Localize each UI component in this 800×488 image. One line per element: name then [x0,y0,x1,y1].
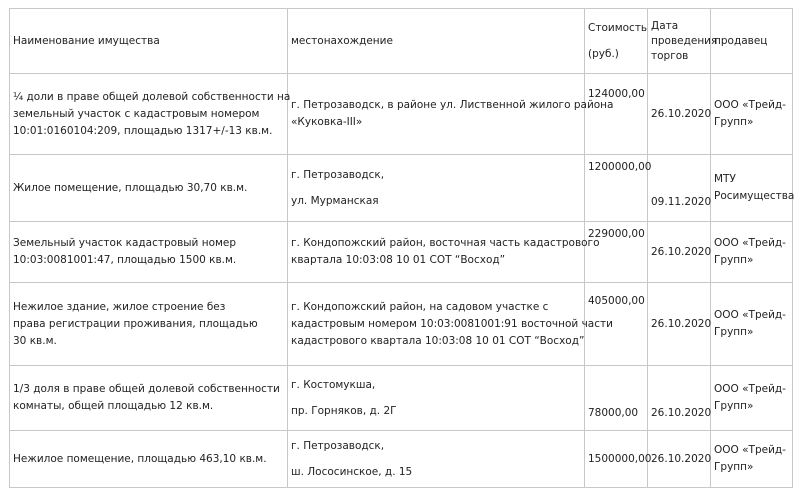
table-row [10,222,793,283]
row-seller: ООО «Трейд- Групп» [711,222,793,283]
row-price: 405000,00 [585,283,648,366]
row-name: 1/3 доля в праве общей долевой собственности комнаты, общей площадью 12 кв.м. [10,366,288,431]
row-date: 26.10.2020 [648,431,711,488]
header-seller: продавец [711,9,793,74]
table-row [10,155,793,222]
table-row [10,431,793,488]
row-price: 229000,00 [585,222,648,283]
header-name: Наименование имущества [10,9,288,74]
row-seller: ООО «Трейд- Групп» [711,74,793,155]
row-location: г. Петрозаводск, ш. Лососинское, д. 15 [288,431,585,488]
header-location: местонахождение [288,9,585,74]
row-name: Жилое помещение, площадью 30,70 кв.м. [10,155,288,222]
header-price: Стоимость (руб.) [585,9,648,74]
table-row [10,74,793,155]
row-price: 78000,00 [585,366,648,431]
row-date: 26.10.2020 [648,283,711,366]
row-name: Земельный участок кадастровый номер 10:03:0081001:47, площадью 1500 кв.м. [10,222,288,283]
row-price: 124000,00 [585,74,648,155]
row-date: 26.10.2020 [648,366,711,431]
row-date: 09.11.2020 [648,155,711,222]
property-table [9,8,793,488]
row-location: г. Петрозаводск, в районе ул. Лиственной жилого района «Куковка-III» [288,74,585,155]
table-header-row [10,9,793,74]
row-seller: ООО «Трейд- Групп» [711,366,793,431]
table-row [10,283,793,366]
row-location: г. Кондопожский район, на садовом участке с кадастровым номером 10:03:0081001:91 восточной части кадастрового квартала 10:03:08 10 01 СОТ “Восход” [288,283,585,366]
header-date: Дата проведения торгов [648,9,711,74]
row-seller: ООО «Трейд- Групп» [711,431,793,488]
row-name: Нежилое помещение, площадью 463,10 кв.м. [10,431,288,488]
row-location: г. Костомукша, пр. Горняков, д. 2Г [288,366,585,431]
row-price: 1200000,00 [585,155,648,222]
row-location: г. Петрозаводск, ул. Мурманская [288,155,585,222]
row-date: 26.10.2020 [648,222,711,283]
row-date: 26.10.2020 [648,74,711,155]
row-location: г. Кондопожский район, восточная часть кадастрового квартала 10:03:08 10 01 СОТ “Восход” [288,222,585,283]
row-price: 1500000,00 [585,431,648,488]
row-name: Нежилое здание, жилое строение без права регистрации проживания, площадью 30 кв.м. [10,283,288,366]
row-name: ¼ доли в праве общей долевой собственности на земельный участок с кадастровым номером 10:01:0160104:209, площадью 1317+/-13 кв.м. [10,74,288,155]
row-seller: ООО «Трейд- Групп» [711,283,793,366]
table-row [10,366,793,431]
row-seller: МТУ Росимущества [711,155,793,222]
